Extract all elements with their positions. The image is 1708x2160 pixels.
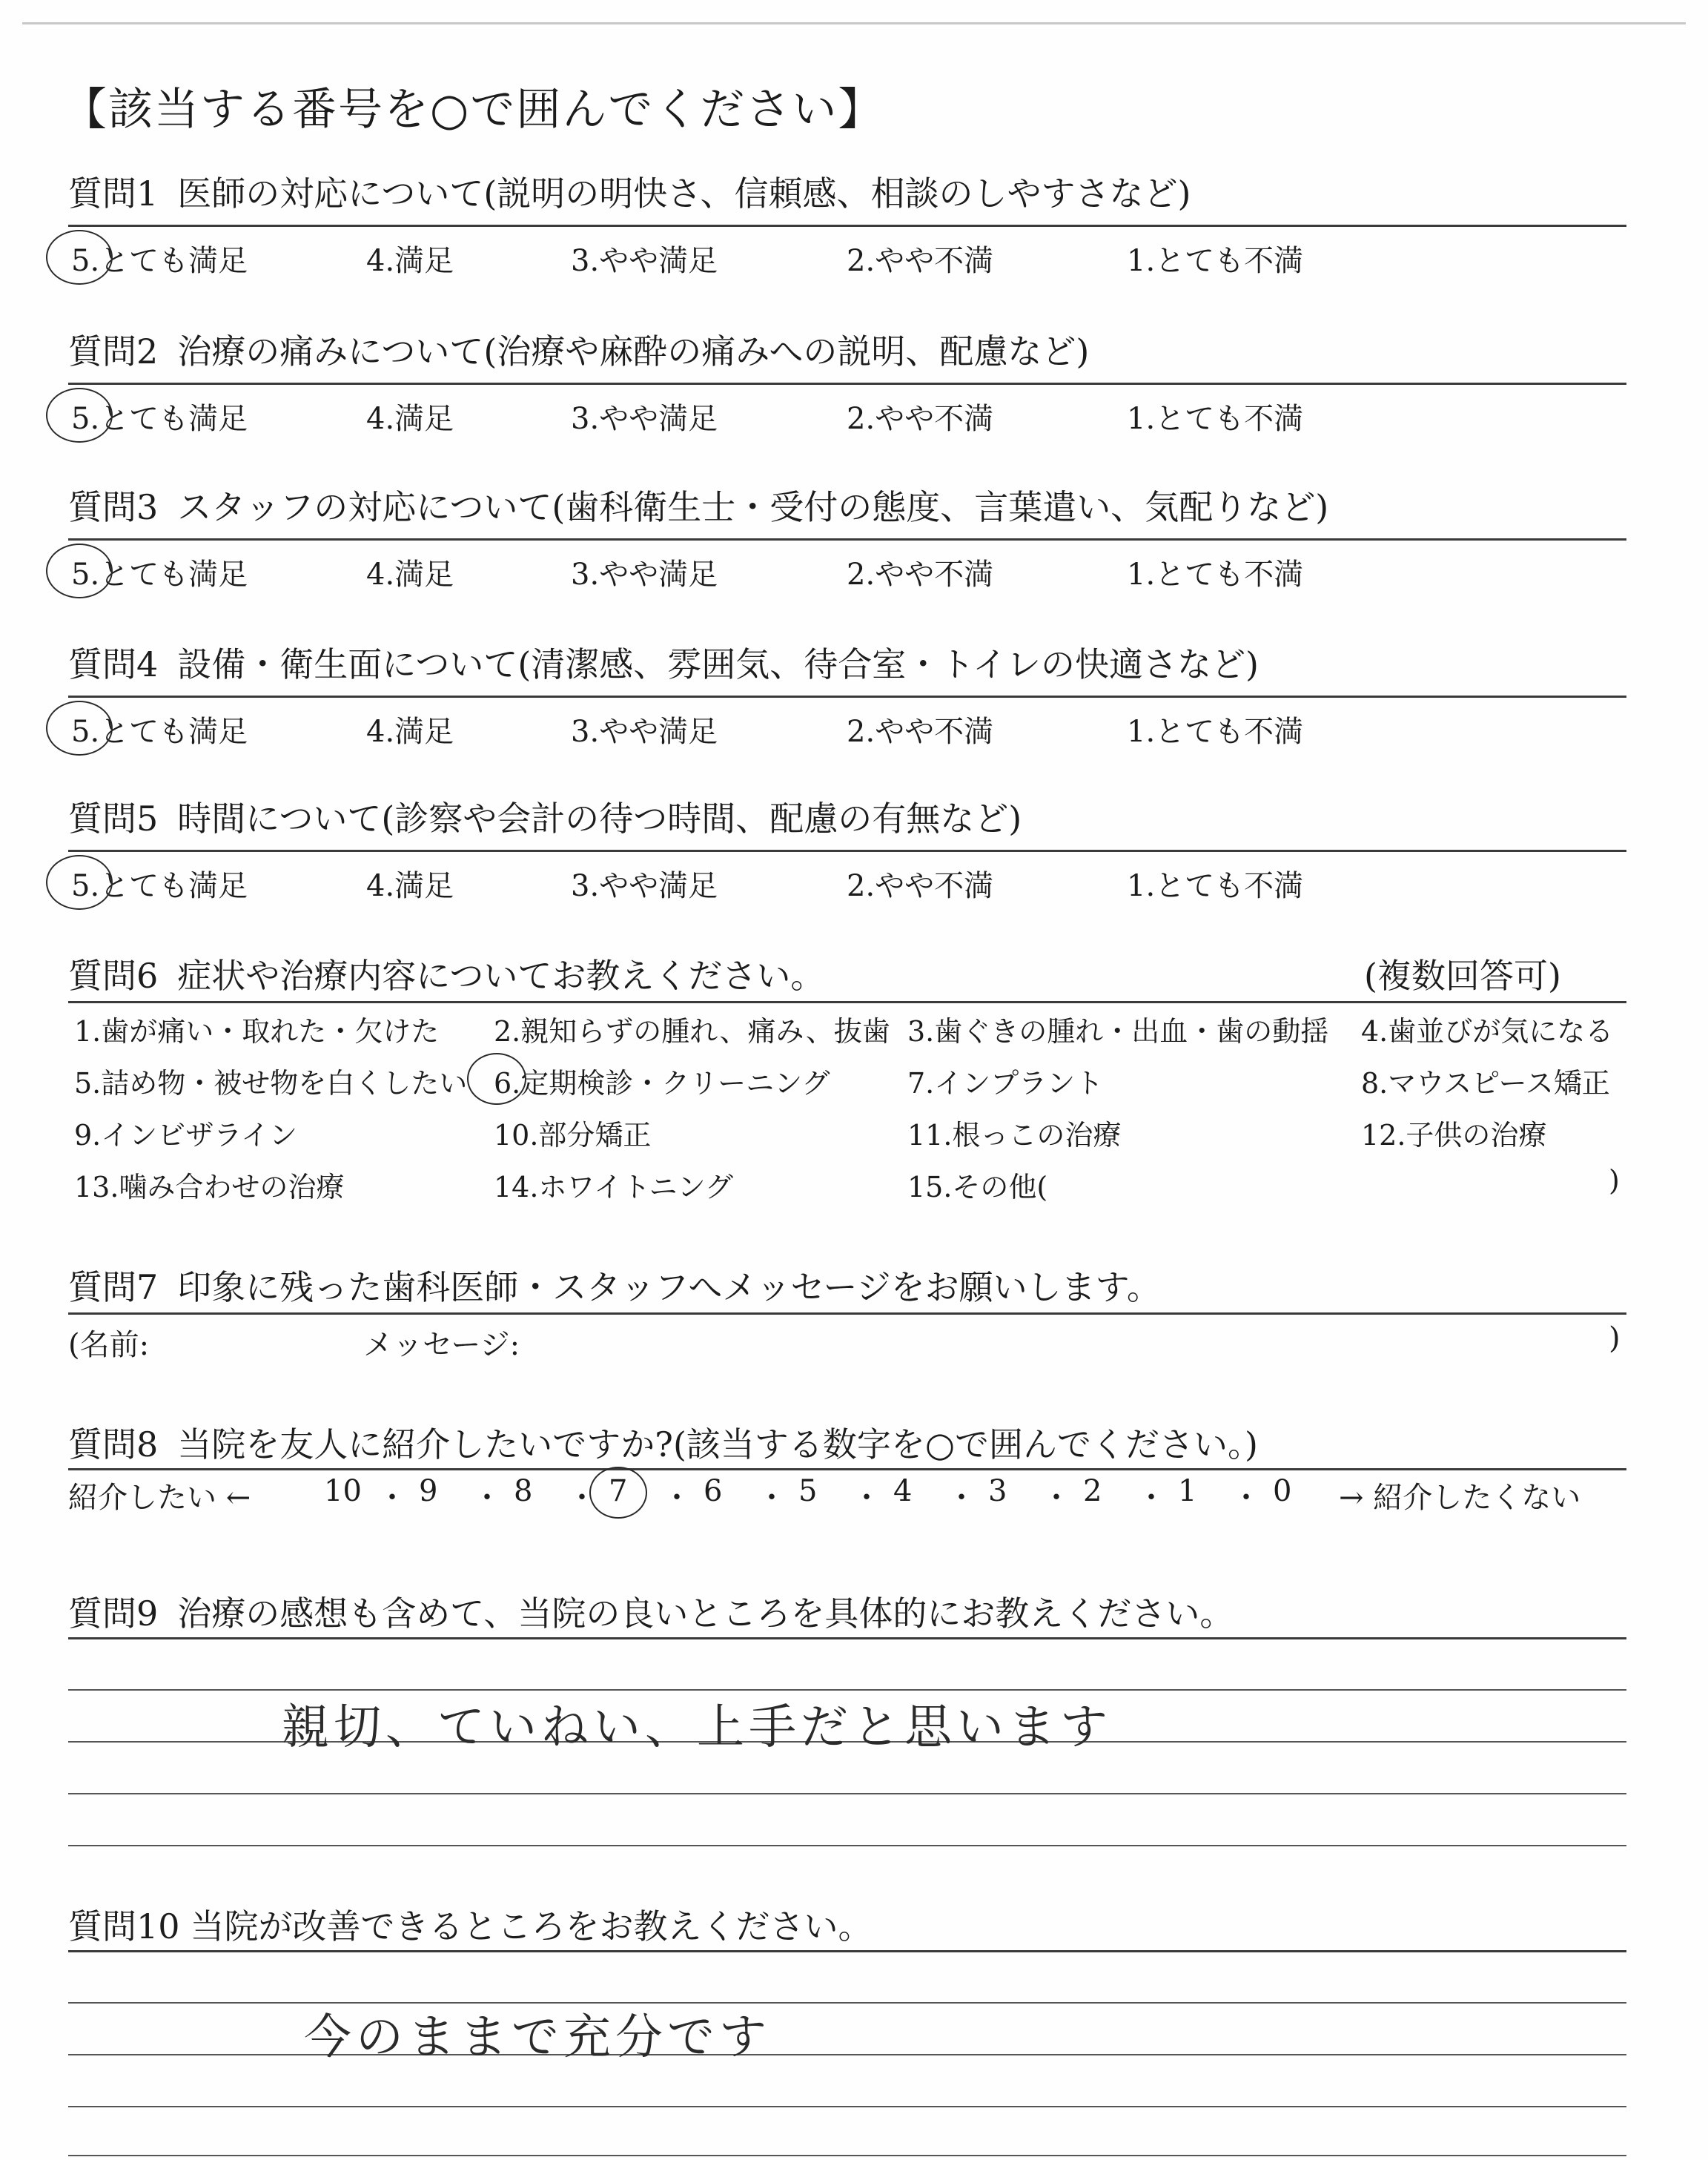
q10-rule <box>68 1950 1626 1952</box>
q6-option-7[interactable]: 7.インプラント <box>907 1067 1104 1100</box>
rating-option-2[interactable]: 2.やや不満 <box>847 869 994 903</box>
q8-scale <box>68 1474 1632 1519</box>
rating-option-1[interactable]: 1.とても不満 <box>1127 715 1304 749</box>
q1-number: 質問1 <box>68 174 159 214</box>
selection-circle <box>46 544 113 598</box>
q9-title <box>68 1587 1234 1636</box>
q4-title <box>68 638 1259 687</box>
q6-option-4[interactable]: 4.歯並びが気になる <box>1361 1015 1614 1048</box>
q9-number: 質問9 <box>68 1593 159 1634</box>
rating-option-5[interactable]: 5.とても満足 <box>71 244 248 278</box>
rating-option-3[interactable]: 3.やや満足 <box>571 869 718 903</box>
rating-option-4[interactable]: 4.満足 <box>366 869 454 903</box>
q5-text: 時間について(診察や会計の待つ時間、配慮の有無など) <box>177 799 1022 839</box>
q6-option-15[interactable]: 15.その他( <box>907 1171 1048 1203</box>
q8-rule <box>68 1468 1626 1470</box>
q10-number: 質問10 <box>68 1906 180 1946</box>
q7-number: 質問7 <box>68 1267 159 1307</box>
q6-option-2[interactable]: 2.親知らずの腫れ、痛み、抜歯 <box>494 1015 890 1048</box>
q4-number: 質問4 <box>68 644 159 684</box>
q10-writing-line <box>68 2002 1626 2004</box>
q6-option-12[interactable]: 12.子供の治療 <box>1361 1119 1547 1152</box>
q6-text: 症状や治療内容についてお教えください。 <box>177 956 825 996</box>
q10-handwritten-answer[interactable]: 今のままで充分です <box>304 2010 771 2065</box>
top-border <box>22 22 1686 24</box>
rating-option-4[interactable]: 4.満足 <box>366 558 454 592</box>
q3-title <box>68 480 1328 529</box>
q8-scale-3[interactable]: 3 <box>988 1474 1007 1508</box>
q2-text: 治療の痛みについて(治療や麻酔の痛みへの説明、配慮など) <box>177 331 1090 371</box>
q8-scale-separator: ・ <box>377 1481 407 1515</box>
q8-scale-7[interactable]: 7 <box>609 1474 628 1508</box>
q7-title <box>68 1261 1161 1309</box>
q2-options <box>68 395 1403 437</box>
q2-rule <box>68 383 1626 385</box>
q8-scale-0[interactable]: 0 <box>1273 1474 1292 1508</box>
rating-option-5[interactable]: 5.とても満足 <box>71 715 248 749</box>
rating-option-1[interactable]: 1.とても不満 <box>1127 244 1304 278</box>
rating-option-5[interactable]: 5.とても満足 <box>71 558 248 592</box>
q2-title <box>68 325 1089 374</box>
rating-option-3[interactable]: 3.やや満足 <box>571 558 718 592</box>
q8-scale-separator: ・ <box>1136 1481 1166 1515</box>
rating-option-5[interactable]: 5.とても満足 <box>71 869 248 903</box>
q10-title <box>68 1900 873 1949</box>
rating-option-3[interactable]: 3.やや満足 <box>571 715 718 749</box>
q8-scale-9[interactable]: 9 <box>419 1474 438 1508</box>
q10-text: 当院が改善できるところをお教えください。 <box>190 1906 873 1946</box>
q3-rule <box>68 538 1626 541</box>
q8-scale-8[interactable]: 8 <box>514 1474 533 1508</box>
q8-scale-separator: ・ <box>662 1481 692 1515</box>
q8-scale-4[interactable]: 4 <box>893 1474 913 1508</box>
q8-scale-separator: ・ <box>757 1481 787 1515</box>
rating-option-4[interactable]: 4.満足 <box>366 715 454 749</box>
q6-option-11[interactable]: 11.根っこの治療 <box>907 1119 1122 1152</box>
rating-option-2[interactable]: 2.やや不満 <box>847 558 994 592</box>
q5-options <box>68 862 1403 904</box>
q8-scale-1[interactable]: 1 <box>1178 1474 1197 1508</box>
q6-title <box>68 949 824 998</box>
q7-text: 印象に残った歯科医師・スタッフへメッセージをお願いします。 <box>177 1267 1161 1307</box>
q8-scale-separator: ・ <box>947 1481 976 1515</box>
q10-writing-line <box>68 2155 1626 2156</box>
q3-number: 質問3 <box>68 487 159 527</box>
q3-text: スタッフの対応について(歯科衛生士・受付の態度、言葉遣い、気配りなど) <box>177 487 1329 527</box>
q4-text: 設備・衛生面について(清潔感、雰囲気、待合室・トイレの快適さなど) <box>177 644 1259 684</box>
q9-text: 治療の感想も含めて、当院の良いところを具体的にお教えください。 <box>177 1593 1234 1634</box>
q8-scale-2[interactable]: 2 <box>1083 1474 1102 1508</box>
rating-option-4[interactable]: 4.満足 <box>366 244 454 278</box>
q1-text: 医師の対応について(説明の明快さ、信頼感、相談のしやすさなど) <box>177 174 1191 214</box>
q7-message-label[interactable]: メッセージ: <box>363 1328 520 1362</box>
q8-scale-5[interactable]: 5 <box>798 1474 818 1508</box>
rating-option-3[interactable]: 3.やや満足 <box>571 244 718 278</box>
q8-scale-10[interactable]: 10 <box>324 1474 362 1508</box>
q10-writing-line <box>68 2054 1626 2055</box>
q6-option-10[interactable]: 10.部分矯正 <box>494 1119 652 1152</box>
q4-rule <box>68 696 1626 698</box>
rating-option-4[interactable]: 4.満足 <box>366 402 454 436</box>
q6-number: 質問6 <box>68 956 159 996</box>
selection-circle <box>46 855 113 910</box>
q5-number: 質問5 <box>68 799 159 839</box>
q3-options <box>68 551 1403 592</box>
q8-right-label: → 紹介したくない <box>1339 1481 1581 1515</box>
q10-writing-line <box>68 2106 1626 2107</box>
q8-scale-separator: ・ <box>1042 1481 1071 1515</box>
q5-rule <box>68 850 1626 852</box>
rating-option-1[interactable]: 1.とても不満 <box>1127 558 1304 592</box>
q8-scale-6[interactable]: 6 <box>704 1474 723 1508</box>
selection-circle <box>589 1467 647 1519</box>
q2-number: 質問2 <box>68 331 159 371</box>
q6-option-14[interactable]: 14.ホワイトニング <box>494 1171 734 1203</box>
q9-handwritten-answer[interactable]: 親切、ていねい、上手だと思います <box>282 1700 1112 1755</box>
q9-rule <box>68 1637 1626 1639</box>
rating-option-2[interactable]: 2.やや不満 <box>847 715 994 749</box>
q6-option-3[interactable]: 3.歯ぐきの腫れ・出血・歯の動揺 <box>907 1015 1329 1048</box>
q7-rule <box>68 1312 1626 1315</box>
q8-scale-separator: ・ <box>472 1481 502 1515</box>
q7-name-label[interactable]: (名前: <box>68 1328 150 1362</box>
page-heading: 【該当する番号を○で囲んでください】 <box>62 84 884 136</box>
q8-left-label: 紹介したい ← <box>68 1481 251 1515</box>
q6-option-5[interactable]: 5.詰め物・被せ物を白くしたい <box>74 1067 468 1100</box>
q1-rule <box>68 225 1626 227</box>
selection-circle <box>46 701 113 756</box>
rating-option-5[interactable]: 5.とても満足 <box>71 402 248 436</box>
q4-options <box>68 708 1403 750</box>
q6-option-6[interactable]: 6.定期検診・クリーニング <box>494 1067 830 1100</box>
q8-number: 質問8 <box>68 1424 159 1464</box>
rating-option-1[interactable]: 1.とても不満 <box>1127 869 1304 903</box>
rating-option-1[interactable]: 1.とても不満 <box>1127 402 1304 436</box>
q8-title <box>68 1418 1258 1467</box>
q5-title <box>68 792 1022 841</box>
rating-option-3[interactable]: 3.やや満足 <box>571 402 718 436</box>
q6-rule <box>68 1001 1626 1003</box>
q8-scale-separator: ・ <box>567 1481 597 1515</box>
q6-multi-note: (複数回答可) <box>1364 956 1561 996</box>
q8-scale-separator: ・ <box>1231 1481 1261 1515</box>
q6-option-8[interactable]: 8.マウスピース矯正 <box>1361 1067 1610 1100</box>
q6-option-13[interactable]: 13.噛み合わせの治療 <box>74 1171 345 1203</box>
rating-option-2[interactable]: 2.やや不満 <box>847 402 994 436</box>
q6-option-9[interactable]: 9.インビザライン <box>74 1119 298 1152</box>
q6-option-1[interactable]: 1.歯が痛い・取れた・欠けた <box>74 1015 440 1048</box>
q1-options <box>68 237 1403 279</box>
q7-close-paren: ) <box>1609 1321 1621 1355</box>
q9-writing-line <box>68 1793 1626 1794</box>
selection-circle <box>46 230 113 285</box>
selection-circle <box>46 388 113 443</box>
q1-title <box>68 167 1191 216</box>
rating-option-2[interactable]: 2.やや不満 <box>847 244 994 278</box>
q9-writing-line <box>68 1845 1626 1846</box>
q6-other-close-paren: ) <box>1609 1164 1620 1197</box>
q8-text: 当院を友人に紹介したいですか?(該当する数字を○で囲んでください。) <box>177 1424 1258 1464</box>
selection-circle <box>467 1053 526 1105</box>
q8-scale-separator: ・ <box>852 1481 881 1515</box>
